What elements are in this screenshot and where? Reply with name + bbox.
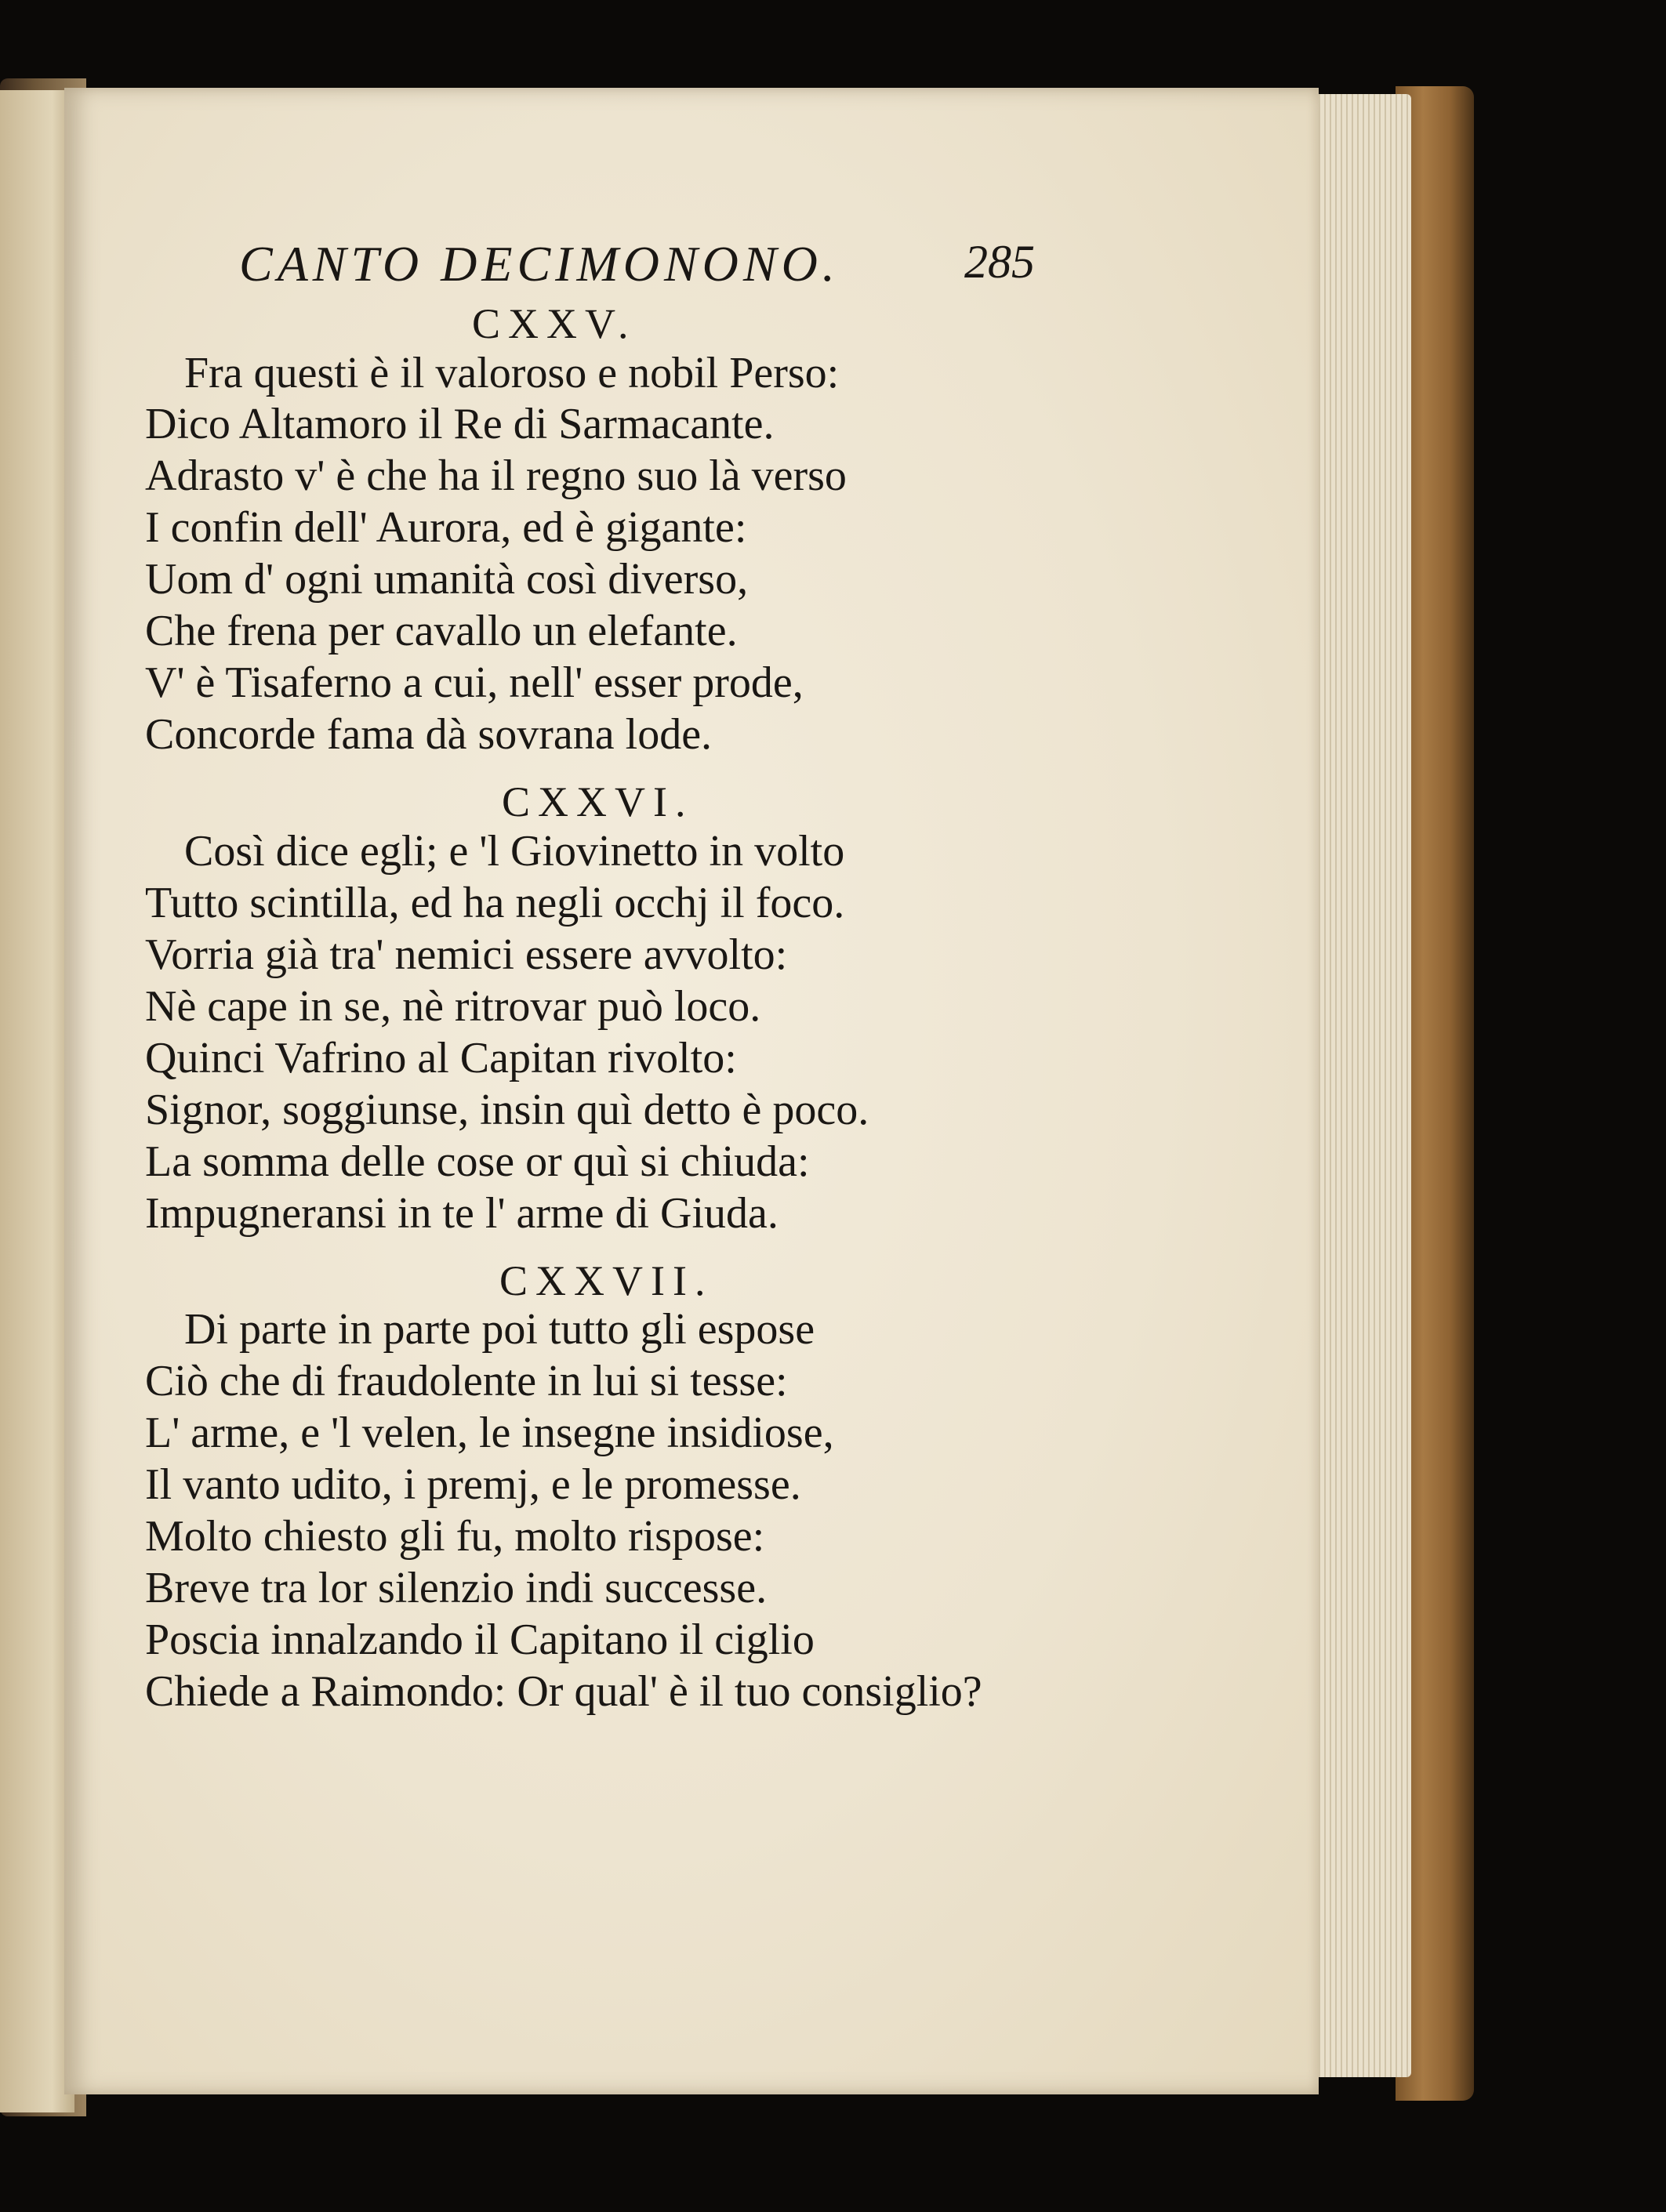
verse-line: Concorde fama dà sovrana lode.: [145, 710, 713, 759]
verse-line: Molto chiesto gli fu, molto rispose:: [145, 1512, 765, 1561]
page-number: 285: [964, 236, 1035, 288]
verse-line: Di parte in parte poi tutto gli espose: [184, 1305, 815, 1354]
verse-line: Ciò che di fraudolente in lui si tesse:: [145, 1357, 788, 1405]
stanza-number: CXXVI.: [502, 778, 694, 825]
verse-line: Nè cape in se, nè ritrovar può loco.: [145, 982, 761, 1031]
stanza-number: CXXV.: [472, 300, 637, 347]
verse-line: Signor, soggiunse, insin quì detto è poco.: [145, 1086, 869, 1134]
verse-line: Uom d' ogni umanità così diverso,: [145, 555, 749, 604]
previous-page-edge: [0, 90, 74, 2112]
running-head: CANTO DECIMONONO.: [239, 236, 840, 292]
verse-line: Quinci Vafrino al Capitan rivolto:: [145, 1034, 737, 1082]
verse-line: Vorria già tra' nemici essere avvolto:: [145, 930, 788, 979]
page-block-edges: [1309, 94, 1411, 2077]
verse-line: Fra questi è il valoroso e nobil Perso:: [184, 349, 840, 397]
verse-line: La somma delle cose or quì si chiuda:: [145, 1137, 810, 1186]
verse-line: Impugneransi in te l' arme di Giuda.: [145, 1189, 779, 1238]
verse-line: Che frena per cavallo un elefante.: [145, 607, 738, 655]
verse-line: Breve tra lor silenzio indi successe.: [145, 1564, 768, 1612]
verse-line: Dico Altamoro il Re di Sarmacante.: [145, 400, 775, 448]
verse-line: V' è Tisaferno a cui, nell' esser prode,: [145, 658, 804, 707]
verse-line: Il vanto udito, i premj, e le promesse.: [145, 1460, 801, 1509]
verse-line: Chiede a Raimondo: Or qual' è il tuo consiglio?: [145, 1667, 982, 1716]
verse-line: I confin dell' Aurora, ed è gigante:: [145, 503, 747, 552]
verse-line: Poscia innalzando il Capitano il ciglio: [145, 1615, 815, 1664]
verse-line: Adrasto v' è che ha il regno suo là verso: [145, 451, 847, 500]
stanza-number: CXXVII.: [499, 1257, 713, 1304]
verse-line: L' arme, e 'l velen, le insegne insidiose,: [145, 1409, 834, 1457]
verse-line: Tutto scintilla, ed ha negli occhj il foco.: [145, 879, 845, 927]
verse-line: Così dice egli; e 'l Giovinetto in volto: [184, 827, 845, 876]
